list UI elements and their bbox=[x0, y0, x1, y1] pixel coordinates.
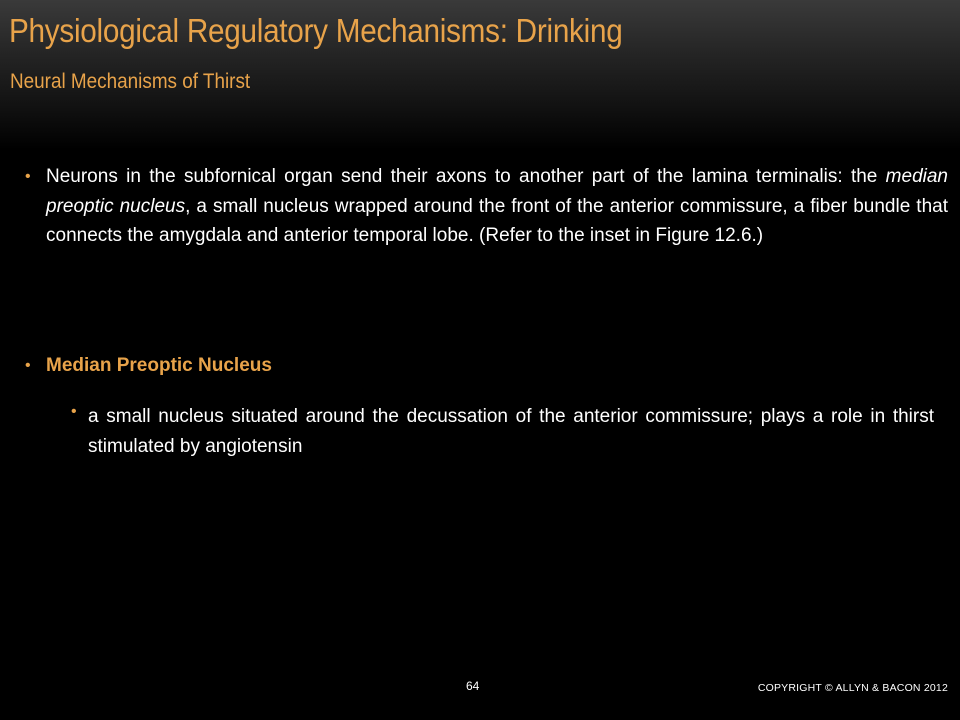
slide-title: Physiological Regulatory Mechanisms: Drinking bbox=[9, 12, 623, 49]
page-number: 64 bbox=[466, 679, 480, 693]
bullet-icon: • bbox=[25, 357, 31, 374]
term-heading: Median Preoptic Nucleus bbox=[46, 355, 272, 376]
copyright-notice: COPYRIGHT © ALLYN & BACON 2012 bbox=[757, 682, 948, 694]
bullet-text-part2: , a small nucleus wrapped around the front of the anterior commissure, a fiber bundle that connects the amygdala and anterior temporal lobe. (Refer to the inset in Figure 12.6.) bbox=[46, 195, 948, 246]
bullet-icon: • bbox=[25, 168, 31, 185]
bullet-text-italic: median preoptic nucleus bbox=[46, 166, 948, 217]
bullet-text-neurons bbox=[46, 162, 948, 251]
sub-bullet-icon: • bbox=[71, 403, 77, 420]
slide-subtitle: Neural Mechanisms of Thirst bbox=[10, 70, 251, 93]
bullet-text-part1: Neurons in the subfornical organ send their axons to another part of the lamina terminalis: the bbox=[46, 166, 886, 187]
term-definition: a small nucleus situated around the decussation of the anterior commissure; plays a role in thirst stimulated by angiotensin bbox=[88, 406, 934, 457]
